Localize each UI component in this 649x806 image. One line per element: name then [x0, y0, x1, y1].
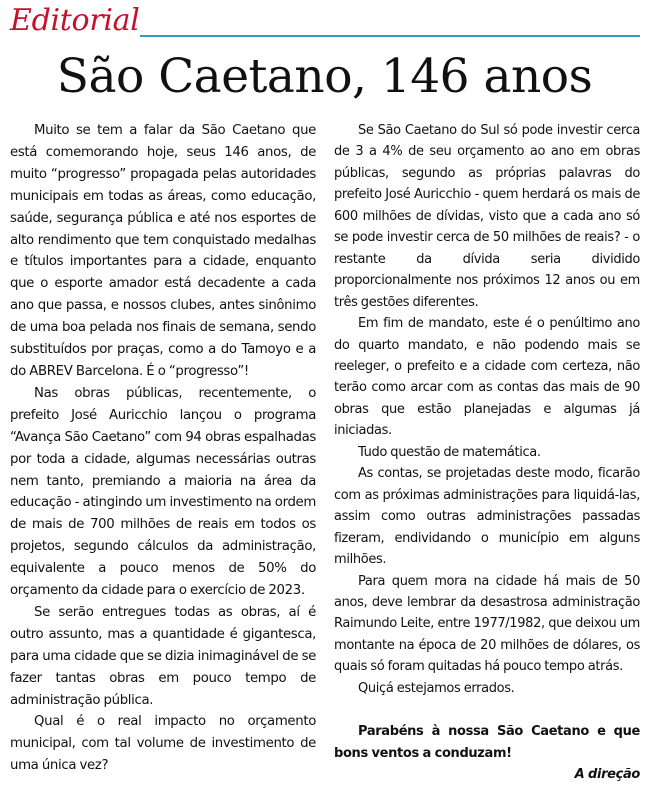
article-column-left	[10, 120, 316, 777]
article-paragraph: Em fim de mandato, este é o penúltimo ano do quarto mandato, e não podendo mais se reeleger, o prefeito e a cidade com certeza, não terão como arcar com as contas das mais de 90 obras que estão planejadas e algumas já iniciadas.	[334, 316, 640, 439]
article-paragraph: Tudo questão de matemática.	[358, 444, 541, 460]
closing-statement: Parabéns à nossa São Caetano e que bons ventos a conduzam!	[334, 724, 640, 761]
article-paragraph: Se São Caetano do Sul só pode investir cerca de 3 a 4% de seu orçamento ao ano em obras públicas, segundo as próprias palavras do prefeito José Auricchio - quem herdará os mais de 600 milhões de dívidas, visto que a cada ano só se pode investir cerca de 50 milhões de reais? - o restante da dívida seria dividido proporcionalmente nos próximos 12 anos ou em três gestões diferentes.	[334, 123, 640, 310]
article-paragraph: Muito se tem a falar da São Caetano que está comemorando hoje, seus 146 anos, de muito “progresso” propagada pelas autoridades municipais em todas as áreas, como educação, saúde, segurança pública e até nos esportes de alto rendimento que tem conquistado medalhas e títulos importantes para a cidade, enquanto que o esporte amador está decadente a cada ano que passa, e nossos clubes, antes sinônimo de uma boa pelada nos finais de semana, sendo substituídos por praças, como a do Tamoyo e a do ABREV Barcelona. É o “progresso”!	[10, 123, 316, 379]
article-paragraph: Para quem mora na cidade há mais de 50 anos, deve lembrar da desastrosa administração Raimundo Leite, entre 1977/1982, que deixou um montante na época de 20 milhões de dólares, os quais só foram quitadas há pouco tempo atrás.	[334, 573, 640, 675]
section-header	[10, 2, 640, 42]
article-paragraph: As contas, se projetadas deste modo, ficarão com as próximas administrações para liquidá-las, assim como outras administrações passadas fizeram, endividando o município em alguns milhões.	[334, 466, 640, 568]
section-label: Editorial	[10, 3, 140, 38]
section-rule	[140, 35, 640, 37]
closing-spacer	[334, 699, 640, 721]
article-paragraph: Qual é o real impacto no orçamento municipal, com tal volume de investimento de uma única vez?	[10, 714, 316, 774]
signature: A direção	[574, 767, 640, 783]
article-paragraph: Nas obras públicas, recentemente, o prefeito José Auricchio lançou o programa “Avança São Caetano” com 94 obras espalhadas por toda a cidade, algumas necessárias outras nem tanto, premiando a maioria na área da educação - atingindo um investimento na ordem de mais de 700 milhões de reais em todos os projetos, segundo cálculos da administração, equivalente a pouco menos de 50% do orçamento da cidade para o exercício de 2023.	[10, 385, 316, 599]
article-paragraph: Quiçá estejamos errados.	[358, 680, 515, 696]
headline: São Caetano, 146 anos	[56, 49, 593, 104]
article-column-right	[334, 120, 640, 786]
article-paragraph: Se serão entregues todas as obras, aí é outro assunto, mas a quantidade é gigantesca, para uma cidade que se dizia inimaginável de se fazer tantas obras em pouco tempo de administração pública.	[10, 604, 316, 708]
